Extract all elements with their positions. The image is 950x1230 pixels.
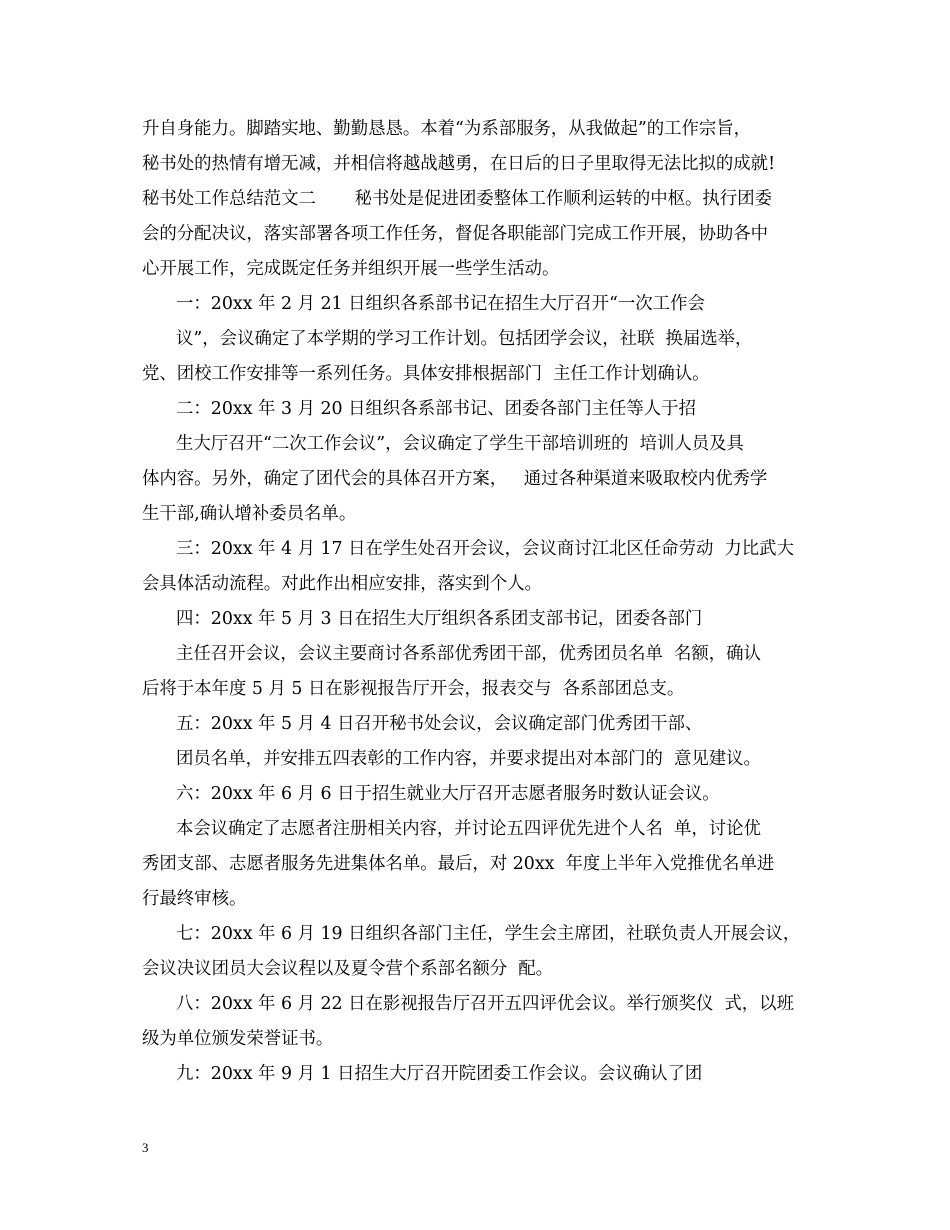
text-line: 一：20xx 年 2 月 21 日组织各系部书记在招生大厅召开“一次工作会 xyxy=(176,294,705,314)
text-line: 六：20xx 年 6 月 6 日于招生就业大厅召开志愿者服务时数认证会议。 xyxy=(176,784,720,804)
text-line: 本会议确定了志愿者注册相关内容，并讨论五四评优先进个人名 单，讨论优 xyxy=(176,819,761,839)
text-line: 心开展工作，完成既定任务并组织开展一些学生活动。 xyxy=(142,259,560,279)
text-line: 级为单位颁发荣誉证书。 xyxy=(142,1029,334,1049)
page-number: 3 xyxy=(142,1140,149,1155)
text-line: 会的分配决议，落实部署各项工作任务，督促各职能部门完成工作开展，协助各中 xyxy=(142,224,769,244)
text-line: 五：20xx 年 5 月 4 日召开秘书处会议，会议确定部门优秀团干部、 xyxy=(176,714,703,734)
text-line: 生大厅召开“二次工作会议”，会议确定了学生干部培训班的 培训人员及具 xyxy=(176,434,744,454)
text-line: 党、团校工作安排等一系列任务。具体安排根据部门 主任工作计划确认。 xyxy=(142,364,710,384)
text-line: 秀团支部、志愿者服务先进集体名单。最后，对 20xx 年度上半年入党推优名单进 xyxy=(142,854,775,874)
text-line: 体内容。另外，确定了团代会的具体召开方案， 通过各种渠道来吸取校内优秀学 xyxy=(142,469,768,489)
text-line: 主任召开会议，会议主要商讨各系部优秀团干部，优秀团员名单 名额，确认 xyxy=(176,644,761,664)
text-line: 升自身能力。脚踏实地、勤勤恳恳。本着“为系部服务，从我做起”的工作宗旨， xyxy=(142,119,752,139)
text-line: 二：20xx 年 3 月 20 日组织各系部书记、团委各部门主任等人于招 xyxy=(176,399,696,419)
text-line: 会议决议团员大会议程以及夏令营个系部名额分 配。 xyxy=(142,959,554,979)
text-line: 会具体活动流程。对此作出相应安排，落实到个人。 xyxy=(142,574,542,594)
text-line: 九：20xx 年 9 月 1 日招生大厅召开院团委工作会议。会议确认了团 xyxy=(176,1064,703,1084)
text-line: 秘书处工作总结范文二 秘书处是促进团委整体工作顺利运转的中枢。执行团委 xyxy=(142,189,772,209)
text-line: 三：20xx 年 4 月 17 日在学生处召开会议，会议商讨江北区任命劳动 力比武大 xyxy=(176,539,794,559)
text-line: 四：20xx 年 5 月 3 日在招生大厅组织各系团支部书记，团委各部门 xyxy=(176,609,703,629)
text-line: 生干部,确认增补委员名单。 xyxy=(142,504,357,524)
text-line: 八：20xx 年 6 月 22 日在影视报告厅召开五四评优会议。举行颁奖仪 式，以班 xyxy=(176,994,794,1014)
text-line: 行最终审核。 xyxy=(142,889,247,909)
text-line: 团员名单，并安排五四表彰的工作内容，并要求提出对本部门的 意见建议。 xyxy=(176,749,761,769)
text-line: 议”，会议确定了本学期的学习工作计划。包括团学会议，社联 换届选举， xyxy=(176,329,753,349)
text-line: 后将于本年度 5 月 5 日在影视报告厅开会，报表交与 各系部团总支。 xyxy=(142,679,685,699)
text-line: 秘书处的热情有增无减，并相信将越战越勇，在日后的日子里取得无法比拟的成就! xyxy=(142,154,776,174)
text-line: 七：20xx 年 6 月 19 日组织各部门主任，学生会主席团，社联负责人开展会议， xyxy=(176,924,801,944)
